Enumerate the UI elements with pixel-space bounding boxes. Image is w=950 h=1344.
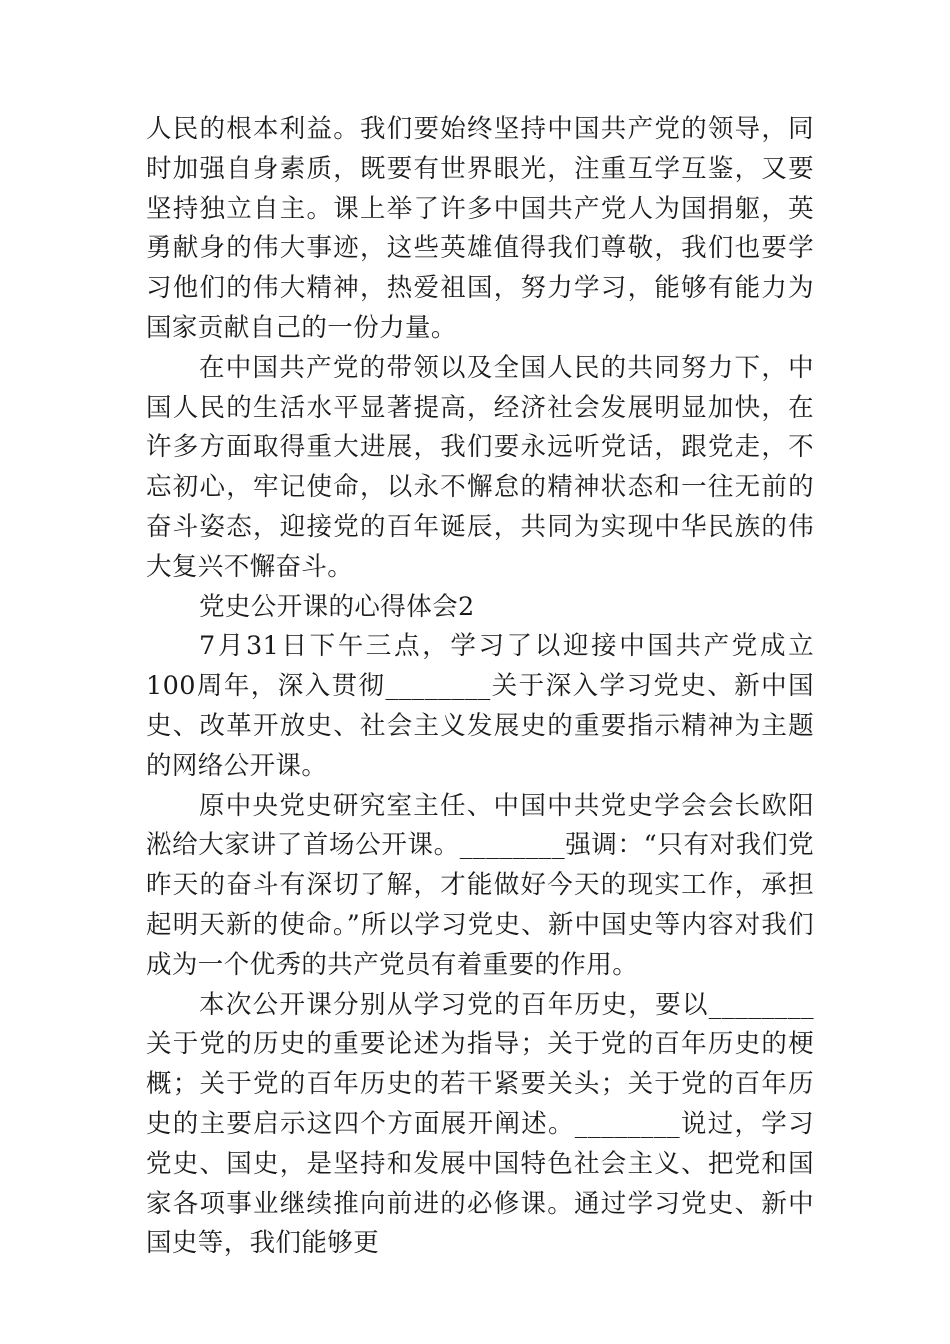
paragraph-continuation: 人民的根本利益。我们要始终坚持中国共产党的领导，同时加强自身素质，既要有世界眼光，注重互学互鉴，又要坚持独立自主。课上举了许多中国共产党人为国捐躯，英勇献身的伟大事迹，这些英雄值得我们尊敬，我们也要学习他们的伟大精神，热爱祖国，努力学习，能够有能力为国家贡献自己的一份力量。 (146, 114, 814, 343)
paragraph: 在中国共产党的带领以及全国人民的共同努力下，中国人民的生活水平显著提高，经济社会发展明显加快，在许多方面取得重大进展，我们要永远听党话，跟党走，不忘初心，牢记使命，以永不懈怠的精神状态和一往无前的奋斗姿态，迎接党的百年诞辰，共同为实现中华民族的伟大复兴不懈奋斗。 (146, 352, 814, 582)
paragraph: 7月31日下午三点，学习了以迎接中国共产党成立100周年，深入贯彻________关于深入学习党史、新中国史、改革开放史、社会主义发展史的重要指示精神为主题的网络公开课。 (146, 631, 814, 781)
paragraph: 原中央党史研究室主任、中国中共党史学会会长欧阳淞给大家讲了首场公开课。________强调：“只有对我们党昨天的奋斗有深切了解，才能做好今天的现实工作，承担起明天新的使命。”所以学习党史、新中国史等内容对我们成为一个优秀的共产党员有着重要的作用。 (146, 790, 814, 980)
section-heading: 党史公开课的心得体会2 (199, 591, 475, 622)
paragraph: 本次公开课分别从学习党的百年历史，要以________关于党的历史的重要论述为指导；关于党的百年历史的梗概；关于党的百年历史的若干紧要关头；关于党的百年历史的主要启示这四个方面展开阐述。________说过，学习党史、国史，是坚持和发展中国特色社会主义、把党和国家各项事业继续推向前进的必修课。通过学习党史、新中国史等，我们能够更 (146, 989, 814, 1259)
document-body (146, 110, 814, 1264)
